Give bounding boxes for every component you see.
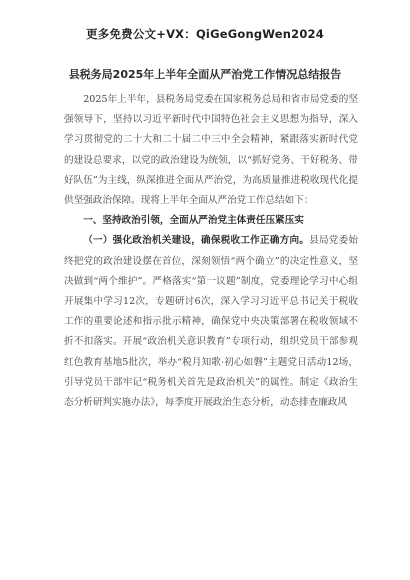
subsection-heading: （一）强化政治机关建设，确保税收工作正确方向。	[83, 235, 310, 247]
document-body	[64, 90, 358, 413]
promo-banner: 更多免费公文+VX：QiGeGongWen2024	[86, 27, 324, 41]
document-title: 县税务局2025年上半年全面从严治党工作情况总结报告	[68, 68, 342, 81]
section-heading: 一、坚持政治引领，全面从严治党主体责任压紧压实	[83, 215, 304, 227]
subsection-paragraph	[64, 231, 358, 413]
intro-paragraph: 2025年上半年，县税务局党委在国家税务总局和省市局党委的坚强领导下，坚持以习近平新时代中国特色社会主义思想为指导，深入学习贯彻党的二十大和二十届二中三中全会精神，紧跟落实新时代党的建设总要求，以党的政治建设为统领，以“抓好党务、干好税务、带好队伍”为主线，纵深推进全面从严治党，为高质量推进税收现代化提供坚强政治保障。现将上半年全面从严治党工作总结如下：	[64, 94, 358, 207]
subsection-text: 县局党委始终把党的政治建设摆在首位，深刻领悟“两个确立”的决定性意义，坚决做到“两个维护”。严格落实“第一议题”制度，党委理论学习中心组开展集中学习12次，专题研讨6次，深入学习习近平总书记关于税收工作的重要论述和指示批示精神，确保党中央决策部署在税收领域不折不扣落实。开展“政治机关意识教育”专项行动，组织党员干部参观红色教育基地5批次，举办“税月知歌·初心如磐”主题党日活动12场，引导党员干部牢记“税务机关首先是政治机关”的属性。制定《政治生态分析研判实施办法》，每季度开展政治生态分析，动态排查廉政风	[64, 235, 359, 409]
